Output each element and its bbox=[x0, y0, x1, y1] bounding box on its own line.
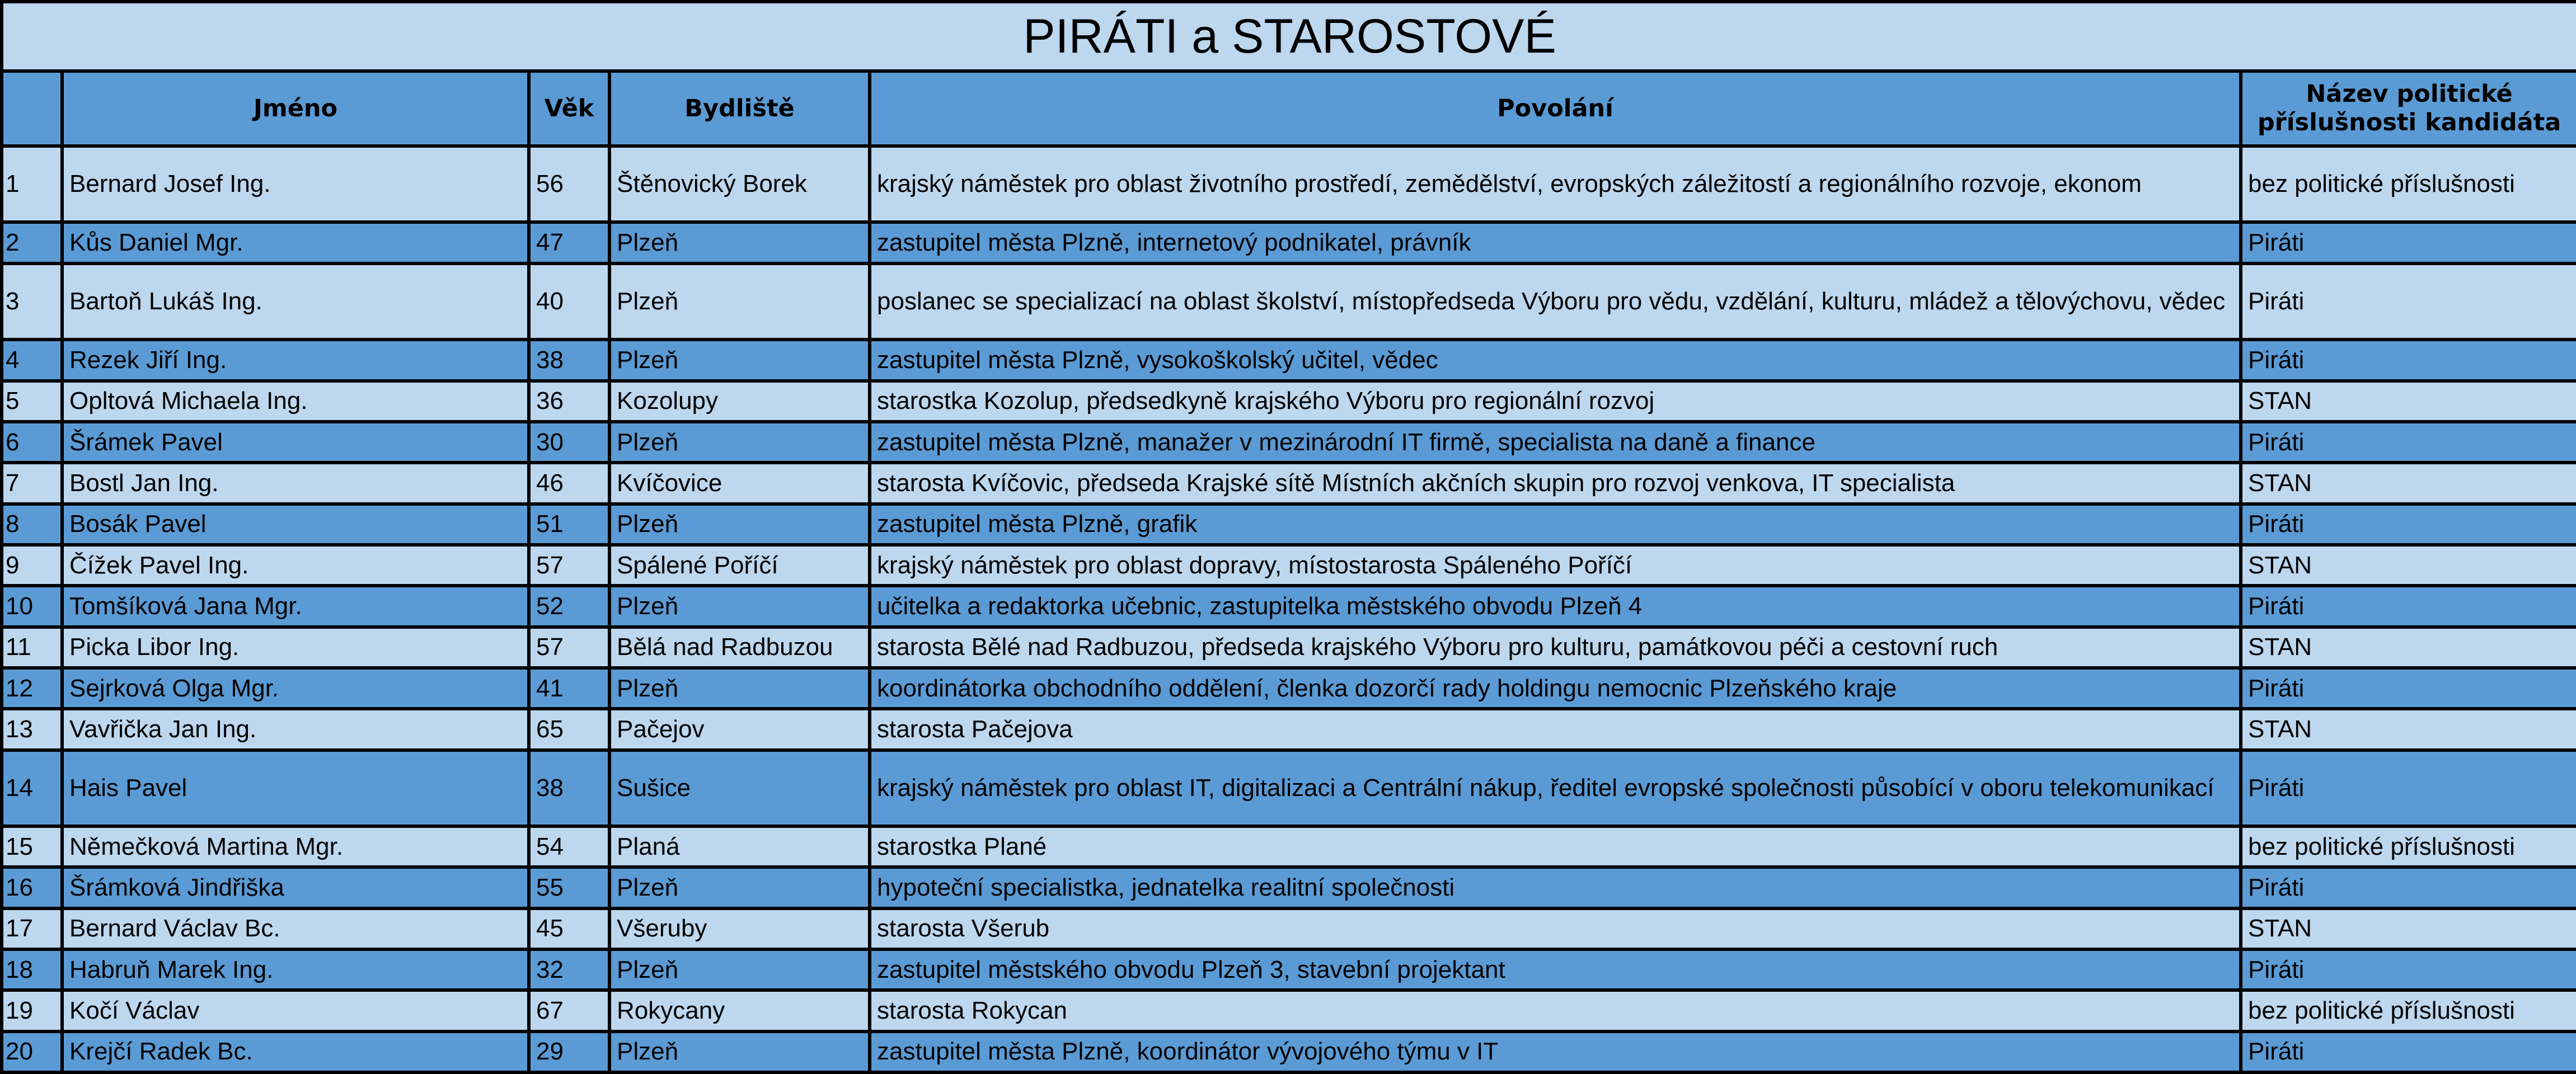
cell-name: Čížek Pavel Ing. bbox=[62, 545, 529, 586]
table-row bbox=[2, 263, 2576, 340]
cell-affiliation: Piráti bbox=[2241, 867, 2576, 908]
table-row bbox=[2, 750, 2576, 826]
cell-age: 36 bbox=[529, 381, 609, 422]
cell-age: 32 bbox=[529, 949, 609, 990]
table-row bbox=[2, 146, 2576, 222]
cell-residence: Pačejov bbox=[609, 709, 870, 750]
cell-name: Picka Libor Ing. bbox=[62, 627, 529, 668]
cell-name: Opltová Michaela Ing. bbox=[62, 381, 529, 422]
cell-name: Krejčí Radek Bc. bbox=[62, 1031, 529, 1072]
cell-occupation: starosta Rokycan bbox=[870, 990, 2241, 1031]
cell-occupation: zastupitel města Plzně, vysokoškolský učitel, vědec bbox=[870, 340, 2241, 380]
cell-age: 47 bbox=[529, 222, 609, 263]
cell-residence: Plzeň bbox=[609, 949, 870, 990]
cell-name: Šrámek Pavel bbox=[62, 422, 529, 463]
header-row bbox=[2, 71, 2576, 146]
cell-residence: Plzeň bbox=[609, 504, 870, 545]
cell-residence: Všeruby bbox=[609, 908, 870, 949]
cell-name: Bernard Josef Ing. bbox=[62, 146, 529, 222]
cell-number: 14 bbox=[2, 750, 62, 826]
cell-occupation: starosta Všerub bbox=[870, 908, 2241, 949]
title-row bbox=[2, 2, 2576, 71]
cell-affiliation: Piráti bbox=[2241, 422, 2576, 463]
cell-number: 7 bbox=[2, 463, 62, 503]
cell-number: 11 bbox=[2, 627, 62, 668]
cell-residence: Spálené Poříčí bbox=[609, 545, 870, 586]
cell-occupation: poslanec se specializací na oblast školství, místopředseda Výboru pro vědu, vzdělání, kulturu, mládež a tělovýchovu, vědec bbox=[870, 263, 2241, 340]
cell-name: Hais Pavel bbox=[62, 750, 529, 826]
cell-name: Kůs Daniel Mgr. bbox=[62, 222, 529, 263]
cell-affiliation: Piráti bbox=[2241, 340, 2576, 380]
cell-occupation: starosta Kvíčovic, předseda Krajské sítě Místních akčních skupin pro rozvoj venkova, IT specialista bbox=[870, 463, 2241, 503]
column-header-occupation: Povolání bbox=[870, 71, 2241, 146]
cell-number: 13 bbox=[2, 709, 62, 750]
table-row bbox=[2, 222, 2576, 263]
cell-residence: Plzeň bbox=[609, 668, 870, 709]
cell-age: 52 bbox=[529, 586, 609, 626]
cell-affiliation: STAN bbox=[2241, 908, 2576, 949]
cell-residence: Sušice bbox=[609, 750, 870, 826]
cell-affiliation: Piráti bbox=[2241, 222, 2576, 263]
cell-residence: Plzeň bbox=[609, 586, 870, 626]
cell-age: 51 bbox=[529, 504, 609, 545]
column-header-affiliation: Název politické příslušnosti kandidáta bbox=[2241, 71, 2576, 146]
cell-age: 41 bbox=[529, 668, 609, 709]
cell-age: 65 bbox=[529, 709, 609, 750]
column-header-name: Jméno bbox=[62, 71, 529, 146]
cell-affiliation: STAN bbox=[2241, 381, 2576, 422]
cell-occupation: učitelka a redaktorka učebnic, zastupitelka městského obvodu Plzeň 4 bbox=[870, 586, 2241, 626]
table-row bbox=[2, 867, 2576, 908]
cell-affiliation: Piráti bbox=[2241, 263, 2576, 340]
table-row bbox=[2, 627, 2576, 668]
cell-age: 54 bbox=[529, 826, 609, 867]
cell-residence: Planá bbox=[609, 826, 870, 867]
cell-number: 1 bbox=[2, 146, 62, 222]
cell-number: 10 bbox=[2, 586, 62, 626]
cell-name: Rezek Jiří Ing. bbox=[62, 340, 529, 380]
cell-occupation: starosta Pačejova bbox=[870, 709, 2241, 750]
cell-occupation: krajský náměstek pro oblast IT, digitalizaci a Centrální nákup, ředitel evropské společnosti působící v oboru telekomunikací bbox=[870, 750, 2241, 826]
cell-affiliation: bez politické příslušnosti bbox=[2241, 990, 2576, 1031]
cell-age: 38 bbox=[529, 750, 609, 826]
cell-occupation: zastupitel města Plzně, manažer v mezinárodní IT firmě, specialista na daně a finance bbox=[870, 422, 2241, 463]
cell-occupation: zastupitel města Plzně, grafik bbox=[870, 504, 2241, 545]
cell-age: 56 bbox=[529, 146, 609, 222]
column-header-residence: Bydliště bbox=[609, 71, 870, 146]
cell-age: 55 bbox=[529, 867, 609, 908]
cell-name: Bosák Pavel bbox=[62, 504, 529, 545]
cell-occupation: zastupitel městského obvodu Plzeň 3, stavební projektant bbox=[870, 949, 2241, 990]
cell-name: Tomšíková Jana Mgr. bbox=[62, 586, 529, 626]
cell-age: 57 bbox=[529, 627, 609, 668]
cell-affiliation: Piráti bbox=[2241, 949, 2576, 990]
cell-number: 3 bbox=[2, 263, 62, 340]
cell-occupation: krajský náměstek pro oblast dopravy, místostarosta Spáleného Poříčí bbox=[870, 545, 2241, 586]
cell-name: Vavřička Jan Ing. bbox=[62, 709, 529, 750]
cell-affiliation: STAN bbox=[2241, 545, 2576, 586]
cell-occupation: zastupitel města Plzně, koordinátor vývojového týmu v IT bbox=[870, 1031, 2241, 1072]
cell-affiliation: Piráti bbox=[2241, 750, 2576, 826]
cell-name: Bernard Václav Bc. bbox=[62, 908, 529, 949]
table-row bbox=[2, 1031, 2576, 1072]
table-row bbox=[2, 990, 2576, 1031]
cell-number: 19 bbox=[2, 990, 62, 1031]
cell-age: 45 bbox=[529, 908, 609, 949]
cell-affiliation: Piráti bbox=[2241, 668, 2576, 709]
cell-number: 18 bbox=[2, 949, 62, 990]
cell-age: 46 bbox=[529, 463, 609, 503]
cell-occupation: starostka Kozolup, předsedkyně krajského Výboru pro regionální rozvoj bbox=[870, 381, 2241, 422]
cell-occupation: zastupitel města Plzně, internetový podnikatel, právník bbox=[870, 222, 2241, 263]
table-row bbox=[2, 422, 2576, 463]
cell-affiliation: STAN bbox=[2241, 709, 2576, 750]
cell-name: Kočí Václav bbox=[62, 990, 529, 1031]
table-row bbox=[2, 586, 2576, 626]
column-header-age: Věk bbox=[529, 71, 609, 146]
cell-residence: Štěnovický Borek bbox=[609, 146, 870, 222]
cell-residence: Plzeň bbox=[609, 263, 870, 340]
cell-residence: Plzeň bbox=[609, 867, 870, 908]
table-row bbox=[2, 826, 2576, 867]
cell-number: 16 bbox=[2, 867, 62, 908]
cell-residence: Plzeň bbox=[609, 340, 870, 380]
table-row bbox=[2, 949, 2576, 990]
cell-age: 57 bbox=[529, 545, 609, 586]
cell-occupation: koordinátorka obchodního oddělení, členka dozorčí rady holdingu nemocnic Plzeňského kraje bbox=[870, 668, 2241, 709]
cell-age: 30 bbox=[529, 422, 609, 463]
cell-number: 20 bbox=[2, 1031, 62, 1072]
table-row bbox=[2, 908, 2576, 949]
cell-affiliation: bez politické příslušnosti bbox=[2241, 826, 2576, 867]
cell-number: 17 bbox=[2, 908, 62, 949]
table-row bbox=[2, 545, 2576, 586]
cell-residence: Rokycany bbox=[609, 990, 870, 1031]
cell-residence: Kvíčovice bbox=[609, 463, 870, 503]
table-row bbox=[2, 463, 2576, 503]
cell-name: Šrámková Jindřiška bbox=[62, 867, 529, 908]
cell-number: 8 bbox=[2, 504, 62, 545]
cell-affiliation: Piráti bbox=[2241, 1031, 2576, 1072]
cell-affiliation: Piráti bbox=[2241, 504, 2576, 545]
cell-affiliation: bez politické příslušnosti bbox=[2241, 146, 2576, 222]
cell-name: Bartoň Lukáš Ing. bbox=[62, 263, 529, 340]
table-row bbox=[2, 709, 2576, 750]
cell-age: 40 bbox=[529, 263, 609, 340]
cell-number: 15 bbox=[2, 826, 62, 867]
cell-name: Bostl Jan Ing. bbox=[62, 463, 529, 503]
cell-residence: Plzeň bbox=[609, 222, 870, 263]
cell-residence: Plzeň bbox=[609, 422, 870, 463]
cell-number: 12 bbox=[2, 668, 62, 709]
table-title: PIRÁTI a STAROSTOVÉ bbox=[2, 2, 2576, 71]
table-row bbox=[2, 504, 2576, 545]
cell-occupation: starostka Plané bbox=[870, 826, 2241, 867]
table-row bbox=[2, 381, 2576, 422]
cell-residence: Kozolupy bbox=[609, 381, 870, 422]
cell-residence: Plzeň bbox=[609, 1031, 870, 1072]
cell-number: 4 bbox=[2, 340, 62, 380]
cell-name: Sejrková Olga Mgr. bbox=[62, 668, 529, 709]
table-row bbox=[2, 668, 2576, 709]
cell-name: Němečková Martina Mgr. bbox=[62, 826, 529, 867]
cell-name: Habruň Marek Ing. bbox=[62, 949, 529, 990]
cell-affiliation: Piráti bbox=[2241, 586, 2576, 626]
table-row bbox=[2, 340, 2576, 380]
cell-occupation: starosta Bělé nad Radbuzou, předseda krajského Výboru pro kulturu, památkovou péči a cestovní ruch bbox=[870, 627, 2241, 668]
cell-occupation: krajský náměstek pro oblast životního prostředí, zemědělství, evropských záležitostí a regionálního rozvoje, ekonom bbox=[870, 146, 2241, 222]
cell-age: 29 bbox=[529, 1031, 609, 1072]
cell-number: 6 bbox=[2, 422, 62, 463]
column-header-number bbox=[2, 71, 62, 146]
cell-residence: Bělá nad Radbuzou bbox=[609, 627, 870, 668]
cell-age: 67 bbox=[529, 990, 609, 1031]
cell-affiliation: STAN bbox=[2241, 627, 2576, 668]
cell-number: 5 bbox=[2, 381, 62, 422]
cell-number: 2 bbox=[2, 222, 62, 263]
cell-age: 38 bbox=[529, 340, 609, 380]
cell-affiliation: STAN bbox=[2241, 463, 2576, 503]
cell-occupation: hypoteční specialistka, jednatelka realitní společnosti bbox=[870, 867, 2241, 908]
cell-number: 9 bbox=[2, 545, 62, 586]
